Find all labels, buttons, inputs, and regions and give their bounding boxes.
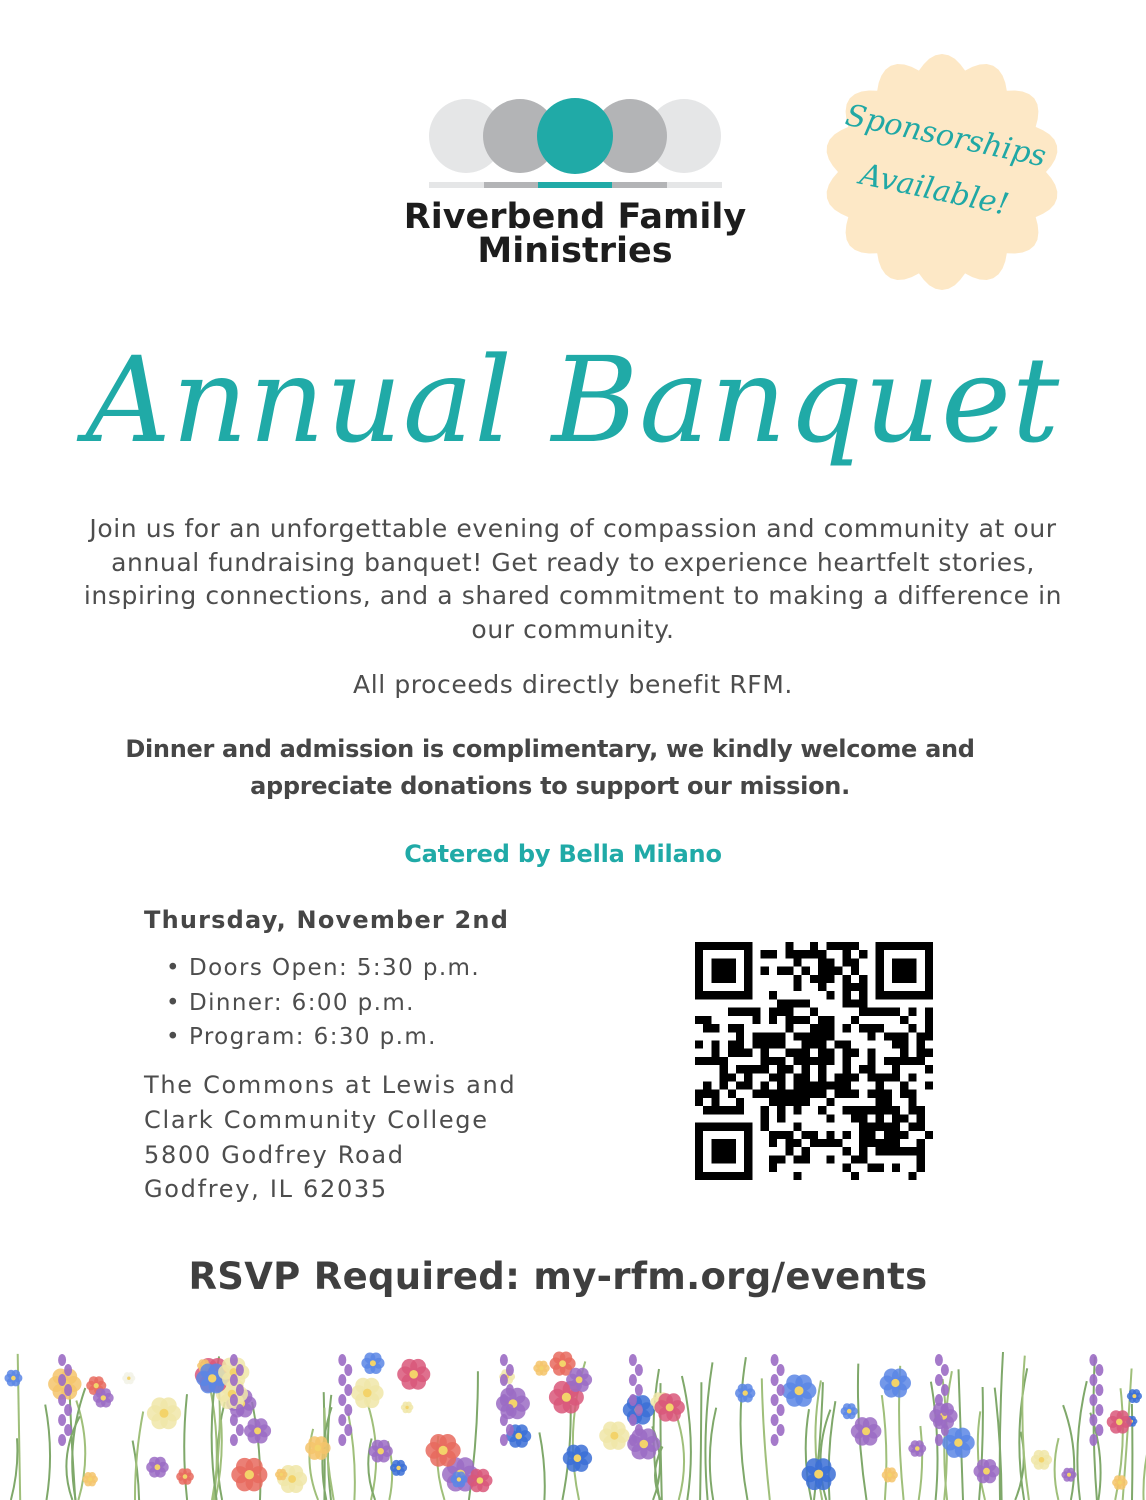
organization-name: Riverbend Family Ministries bbox=[403, 197, 747, 271]
sponsorship-badge-text: Sponsorships Available! bbox=[842, 97, 1050, 223]
proceeds-note: All proceeds directly benefit RFM. bbox=[353, 670, 793, 699]
schedule-item-doors: • Doors Open: 5:30 p.m. bbox=[166, 951, 480, 986]
event-date: Thursday, November 2nd bbox=[144, 906, 510, 934]
address-line: Godfrey, IL 62035 bbox=[144, 1175, 388, 1204]
intro-paragraph: Join us for an unforgettable evening of compassion and community at our annual fundraising banquet! Get ready to experience heartfelt stories, inspiring connections, and a shared commitment to making a difference in our community. bbox=[83, 514, 1063, 644]
qr-code-icon[interactable] bbox=[695, 942, 933, 1180]
address-line: 5800 Godfrey Road bbox=[144, 1140, 405, 1169]
page-title: Annual Banquet bbox=[85, 331, 1061, 469]
wildflower-border-icon bbox=[0, 1330, 1146, 1500]
event-address bbox=[144, 1068, 516, 1207]
address-line: Clark Community College bbox=[144, 1105, 489, 1134]
address-line: The Commons at Lewis and bbox=[144, 1071, 517, 1099]
rsvp-line: RSVP Required: my-rfm.org/events bbox=[188, 1255, 928, 1298]
complimentary-note: Dinner and admission is complimentary, we kindly welcome and appreciate donations to support our mission. bbox=[125, 735, 975, 800]
event-schedule bbox=[166, 951, 480, 1055]
schedule-item-dinner: • Dinner: 6:00 p.m. bbox=[166, 986, 480, 1021]
caterer-line: Catered by Bella Milano bbox=[404, 840, 722, 868]
riverbend-logo-icon bbox=[420, 90, 730, 190]
schedule-item-program: • Program: 6:30 p.m. bbox=[166, 1020, 480, 1055]
